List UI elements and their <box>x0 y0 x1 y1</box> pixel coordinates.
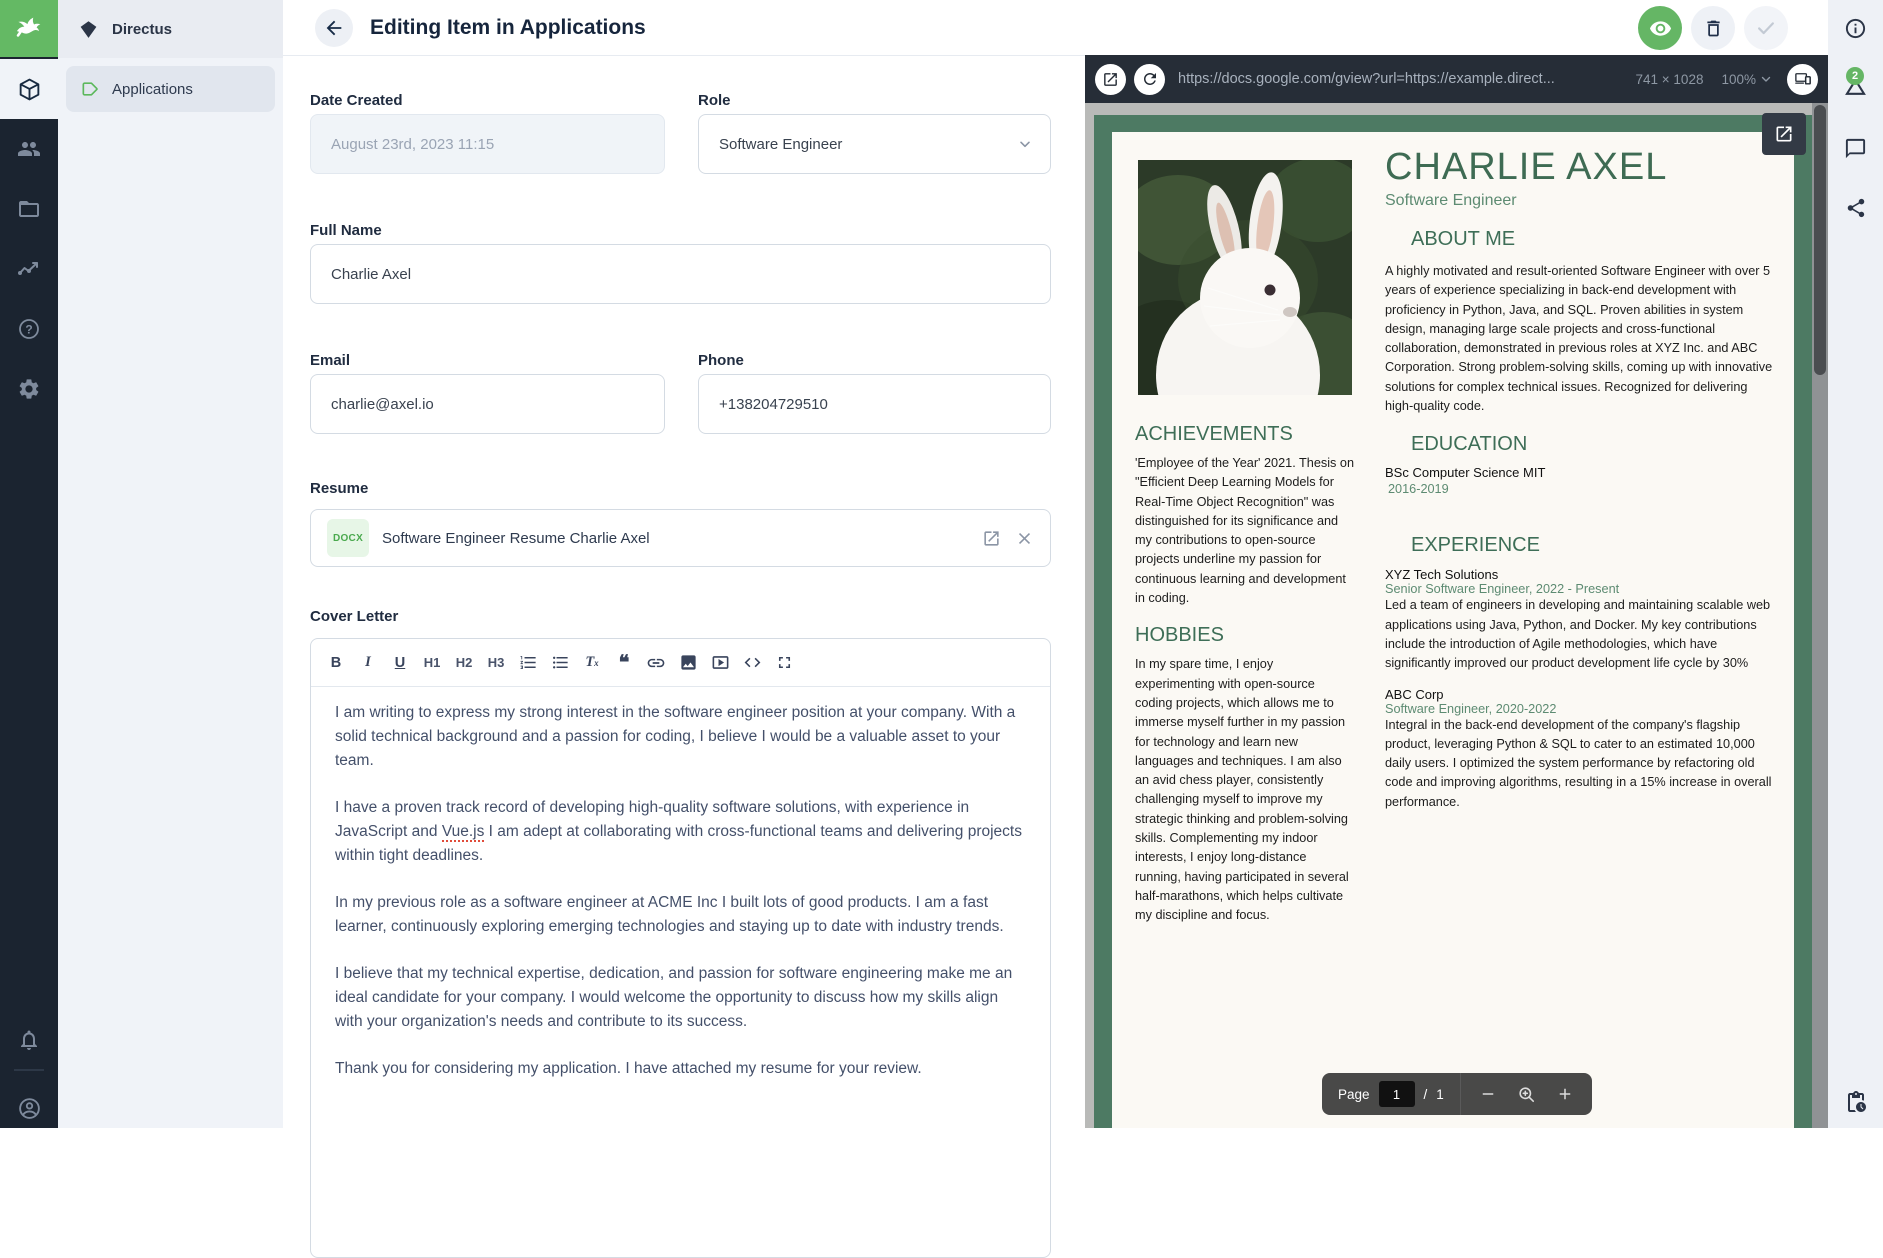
job-company: ABC Corp <box>1385 686 1444 702</box>
underline-button[interactable]: U <box>394 654 406 671</box>
resume-title: Software Engineer <box>1385 192 1517 209</box>
user-avatar-button[interactable] <box>0 1078 58 1138</box>
preview-viewport <box>1085 103 1828 1128</box>
info-sidebar-button[interactable] <box>1828 6 1883 50</box>
module-insights[interactable] <box>0 239 58 299</box>
zoom-tool-button[interactable] <box>1517 1085 1536 1104</box>
achievements-text: 'Employee of the Year' 2021. Thesis on "Efficient Deep Learning Models for Real-Time Object Recognition" was distinguished for its significance and my contributions to open-source projects underline my passion for continuous learning and development in coding. <box>1135 456 1355 606</box>
job-role: Senior Software Engineer, 2022 - Present <box>1385 582 1620 597</box>
folder-icon <box>17 197 41 221</box>
role-label: Role <box>698 92 731 109</box>
document-page-toolbar <box>1322 1073 1592 1115</box>
rabbit-logo-icon <box>12 12 46 46</box>
svg-text:?: ? <box>25 322 33 337</box>
cover-letter-paragraph: In my previous role as a software engineer at ACME Inc I built lots of good products. I am a fast learner, continuously exploring emerging technologies and staying up to date with industry trends. <box>335 894 1004 935</box>
experience-heading: EXPERIENCE <box>1411 534 1540 557</box>
preview-button[interactable] <box>1638 6 1682 50</box>
preview-url[interactable]: https://docs.google.com/gview?url=https://example.direct... <box>1178 71 1555 87</box>
eye-icon <box>1649 17 1672 40</box>
revision-count-badge: 2 <box>1846 67 1864 85</box>
sidebar-item-applications[interactable] <box>66 66 275 112</box>
collection-tag-icon <box>80 79 100 99</box>
about-text: A highly motivated and result-oriented Software Engineer with over 5 years of experience specializing in back-end development with proficiency in Python, Java, and SQL. Proven abilities in system design, managing large scale projects and cross-functional collaboration, demonstrated in previous roles at XYZ Inc. and ABC Corporation. Strong problem-solving skills, coming up with innovative solutions for complex technical issues. Recognized for delivering high-quality code. <box>1385 264 1773 414</box>
about-heading: ABOUT ME <box>1411 228 1516 250</box>
cover-letter-text[interactable] <box>311 687 1050 1118</box>
job-role: Software Engineer, 2020-2022 <box>1385 701 1557 716</box>
blockquote-button[interactable]: ❝ <box>618 652 630 674</box>
docx-badge: DOCX <box>327 519 369 557</box>
scrollbar-thumb[interactable] <box>1814 105 1826 375</box>
fullscreen-icon <box>775 653 794 672</box>
module-bar <box>0 0 58 1128</box>
remove-file-icon[interactable] <box>1015 529 1034 548</box>
document-page-background <box>1094 115 1812 1128</box>
comments-sidebar-button[interactable] <box>1828 126 1883 170</box>
navigation-panel <box>58 0 283 1128</box>
share-sidebar-button[interactable] <box>1828 186 1883 230</box>
user-circle-icon <box>17 1096 42 1121</box>
email-input[interactable] <box>310 374 665 434</box>
header-bar <box>283 0 1828 56</box>
revisions-sidebar-button[interactable] <box>1828 64 1883 108</box>
directus-logo[interactable] <box>0 0 58 57</box>
right-sidebar <box>1828 0 1883 1128</box>
module-content[interactable] <box>0 59 58 119</box>
module-settings[interactable] <box>0 359 58 419</box>
page-title: Editing Item in Applications <box>370 16 646 39</box>
share-icon <box>1845 197 1867 219</box>
fullscreen-button[interactable] <box>769 648 799 678</box>
job-company: XYZ Tech Solutions <box>1385 567 1499 583</box>
open-file-icon[interactable] <box>982 529 1001 548</box>
page-separator: / <box>1423 1086 1428 1102</box>
h1-button[interactable]: H1 <box>423 655 441 670</box>
gear-icon <box>17 377 41 401</box>
date-created-label: Date Created <box>310 92 403 109</box>
header-actions <box>1638 6 1788 50</box>
sidebar-item-label: Applications <box>112 80 193 98</box>
minus-icon <box>1479 1085 1497 1103</box>
zoom-in-button[interactable] <box>1556 1085 1574 1103</box>
code-icon <box>743 653 762 672</box>
preview-zoom-select[interactable] <box>1721 72 1773 87</box>
preview-header <box>1085 55 1828 103</box>
refresh-icon <box>1141 70 1159 88</box>
project-name: Directus <box>112 20 173 38</box>
external-link-icon <box>1774 124 1794 144</box>
video-icon <box>711 653 730 672</box>
preview-zoom-value: 100% <box>1721 71 1756 87</box>
project-row[interactable] <box>58 0 283 58</box>
insights-icon <box>17 257 41 281</box>
h2-button[interactable]: H2 <box>455 655 473 670</box>
resume-label: Resume <box>310 480 369 497</box>
module-docs[interactable] <box>0 299 58 359</box>
cover-letter-paragraph: I believe that my technical expertise, dedication, and passion for software engineering make me an ideal candidate for your company. I would welcome the opportunity to discuss how my skills align with your organization's needs and contribute to its success. <box>335 965 1013 1030</box>
education-years: 2016-2019 <box>1388 482 1449 497</box>
ordered-list-icon <box>519 653 538 672</box>
resume-document-page <box>1112 132 1794 1128</box>
preview-scrollbar[interactable] <box>1812 103 1828 1128</box>
code-button[interactable] <box>737 648 767 678</box>
bold-button[interactable]: B <box>330 654 342 671</box>
hobbies-text: In my spare time, I enjoy experimenting with open-source coding projects, which allows me to immerse myself further in my passion for technology and learn new languages and techniques. I am also an avid chess player, consistently challenging myself to improve my strategic thinking and problem-solving skills. Complementing my indoor interests, I enjoy long-distance running, having participated in several half-marathons, which helps cultivate my discipline and focus. <box>1135 657 1349 923</box>
resume-file-name: Software Engineer Resume Charlie Axel <box>382 529 650 547</box>
flows-sidebar-button[interactable] <box>1828 1080 1883 1124</box>
job-description: Integral in the back-end development of the company's flagship product, leveraging Python & SQL to cater to an estimated 10,000 daily users. I optimized the system performance by refactoring old code and improving algorithms, resulting in a 15% increase in overall performance. <box>1385 717 1772 809</box>
back-button[interactable] <box>315 9 353 47</box>
cover-letter-editor <box>310 638 1051 1258</box>
preview-dimensions: 741 × 1028 <box>1635 71 1704 87</box>
full-name-label: Full Name <box>310 222 382 239</box>
bell-icon <box>17 1028 41 1052</box>
save-button[interactable] <box>1744 6 1788 50</box>
page-label: Page <box>1338 1086 1370 1102</box>
refresh-preview-button[interactable] <box>1134 64 1165 95</box>
check-icon <box>1755 17 1777 39</box>
insert-video-button[interactable] <box>705 648 735 678</box>
trash-icon <box>1703 18 1724 39</box>
help-icon <box>17 317 41 341</box>
cover-letter-label: Cover Letter <box>310 608 399 625</box>
plus-icon <box>1556 1085 1574 1103</box>
page-total: 1 <box>1436 1086 1444 1102</box>
module-files[interactable] <box>0 179 58 239</box>
phone-input[interactable] <box>698 374 1051 434</box>
module-users[interactable] <box>0 119 58 179</box>
experience-job <box>1385 687 1777 812</box>
item-edit-form <box>283 56 1085 1128</box>
experience-job <box>1385 567 1777 673</box>
profile-photo-rabbit <box>1138 160 1352 395</box>
role-select[interactable] <box>698 114 1051 174</box>
magnifier-plus-icon <box>1517 1085 1536 1104</box>
editor-toolbar <box>311 639 1050 687</box>
module-bar-divider <box>14 1069 44 1071</box>
project-diamond-icon <box>78 19 99 40</box>
cover-letter-paragraph: I am writing to express my strong interest in the software engineer position at your company. With a solid technical background and a passion for coding, I believe I would be a valuable asset to your team. <box>335 704 1016 769</box>
bullet-list-button[interactable] <box>545 648 575 678</box>
link-button[interactable] <box>641 648 671 678</box>
cover-letter-paragraph: Thank you for considering my application. I have attached my resume for your review. <box>335 1060 922 1077</box>
chevron-down-icon <box>1759 72 1773 86</box>
people-icon <box>17 137 41 161</box>
notifications-button[interactable] <box>0 1010 58 1070</box>
device-toggle-button[interactable] <box>1787 64 1818 95</box>
link-icon <box>646 653 666 673</box>
info-icon <box>1844 17 1867 40</box>
achievements-heading: ACHIEVEMENTS <box>1135 423 1293 445</box>
open-document-new-tab-button[interactable] <box>1762 113 1806 155</box>
hobbies-heading: HOBBIES <box>1135 624 1224 647</box>
full-name-input[interactable] <box>310 244 1051 304</box>
devices-icon <box>1794 70 1812 88</box>
external-link-icon <box>1102 71 1119 88</box>
insert-image-button[interactable] <box>673 648 703 678</box>
email-label: Email <box>310 352 351 369</box>
resume-file-field[interactable] <box>310 509 1051 567</box>
delete-button[interactable] <box>1691 6 1735 50</box>
education-heading: EDUCATION <box>1411 433 1528 456</box>
date-created-input[interactable] <box>310 114 665 174</box>
image-icon <box>679 653 698 672</box>
zoom-out-button[interactable] <box>1479 1085 1497 1103</box>
arrow-left-icon <box>323 17 345 39</box>
italic-button[interactable]: I <box>365 654 371 670</box>
cover-letter-paragraph: I have a proven track record of developing high-quality software solutions, with experience in JavaScript and Vue.js I am adept at collaborating with cross-functional teams and delivering projects within tight deadlines. <box>335 799 1022 864</box>
comment-icon <box>1844 137 1867 160</box>
job-description: Led a team of engineers in developing and maintaining scalable web applications using Java, Python, and Docker. My key contributions include the introduction of Agile methodologies, which have significantly improved our product development life cycle by 30% <box>1385 598 1771 671</box>
box-icon <box>17 77 42 102</box>
page-number-input[interactable] <box>1379 1081 1415 1107</box>
h3-button[interactable]: H3 <box>487 655 505 670</box>
live-preview-panel <box>1085 55 1828 1128</box>
phone-label: Phone <box>698 352 744 369</box>
open-preview-new-window-button[interactable] <box>1095 64 1126 95</box>
education-degree: BSc Computer Science MIT <box>1385 465 1546 481</box>
clipboard-clock-icon <box>1844 1090 1868 1114</box>
resume-name: CHARLIE AXEL <box>1385 146 1668 188</box>
bullet-list-icon <box>551 653 570 672</box>
clear-format-button[interactable]: T x <box>585 654 599 670</box>
ordered-list-button[interactable] <box>513 648 543 678</box>
